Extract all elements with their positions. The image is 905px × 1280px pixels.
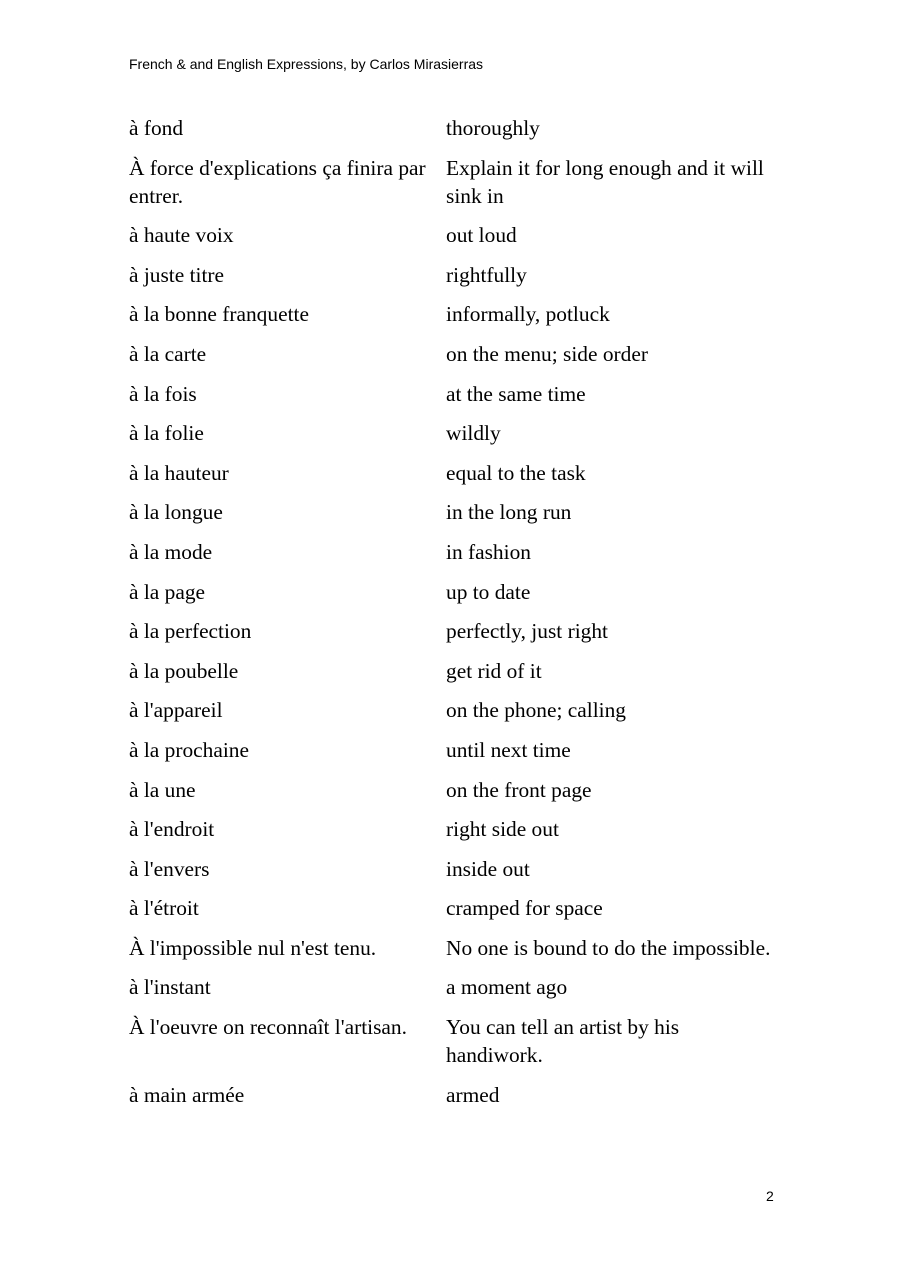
english-translation: up to date xyxy=(446,579,531,604)
expression-row xyxy=(129,578,789,606)
expression-row xyxy=(129,894,789,922)
english-translation: on the front page xyxy=(446,777,592,802)
english-translation: on the menu; side order xyxy=(446,341,648,366)
expression-list xyxy=(129,114,789,1120)
english-translation: armed xyxy=(446,1082,500,1107)
english-translation: Explain it for long enough and it will sink in xyxy=(446,155,764,208)
english-translation: in fashion xyxy=(446,539,531,564)
expression-row xyxy=(129,154,789,210)
french-expression: à la bonne franquette xyxy=(129,302,309,327)
expression-row xyxy=(129,340,789,368)
english-translation: right side out xyxy=(446,817,559,842)
expression-row xyxy=(129,498,789,526)
french-expression: à la fois xyxy=(129,381,197,406)
french-expression: à la page xyxy=(129,579,206,604)
english-translation: inside out xyxy=(446,856,530,881)
english-translation: a moment ago xyxy=(446,975,568,1000)
expression-row xyxy=(129,934,789,962)
french-expression: à la poubelle xyxy=(129,658,239,683)
expression-row xyxy=(129,1013,789,1069)
english-translation: You can tell an artist by his handiwork. xyxy=(446,1015,680,1068)
french-expression: à l'envers xyxy=(129,856,210,881)
expression-row xyxy=(129,459,789,487)
english-translation: equal to the task xyxy=(446,460,586,485)
expression-row xyxy=(129,696,789,724)
french-expression: À l'oeuvre on reconnaît l'artisan. xyxy=(129,1015,407,1040)
french-expression: à la folie xyxy=(129,421,204,446)
expression-row xyxy=(129,114,789,142)
expression-row xyxy=(129,736,789,764)
french-expression: à fond xyxy=(129,116,184,140)
expression-row xyxy=(129,815,789,843)
french-expression: à l'endroit xyxy=(129,817,215,842)
french-expression: à la longue xyxy=(129,500,223,525)
french-expression: à la perfection xyxy=(129,619,252,644)
expression-row xyxy=(129,855,789,883)
french-expression: à la mode xyxy=(129,539,213,564)
french-expression: à juste titre xyxy=(129,262,225,287)
expression-row xyxy=(129,538,789,566)
french-expression: à la hauteur xyxy=(129,460,229,485)
french-expression: à l'instant xyxy=(129,975,211,1000)
french-expression: à la prochaine xyxy=(129,737,249,762)
expression-row xyxy=(129,380,789,408)
french-expression: À l'impossible nul n'est tenu. xyxy=(129,935,377,960)
english-translation: until next time xyxy=(446,737,571,762)
expression-row xyxy=(129,776,789,804)
expression-row xyxy=(129,221,789,249)
expression-row xyxy=(129,617,789,645)
english-translation: informally, potluck xyxy=(446,302,610,327)
french-expression: à main armée xyxy=(129,1082,245,1107)
expression-row xyxy=(129,419,789,447)
expression-row xyxy=(129,261,789,289)
french-expression: à la carte xyxy=(129,341,207,366)
english-translation: on the phone; calling xyxy=(446,698,626,723)
english-translation: thoroughly xyxy=(446,116,540,140)
english-translation: perfectly, just right xyxy=(446,619,608,644)
expression-row xyxy=(129,300,789,328)
english-translation: at the same time xyxy=(446,381,586,406)
expression-row xyxy=(129,973,789,1001)
french-expression: à l'appareil xyxy=(129,698,223,723)
french-expression: À force d'explications ça finira par entrer. xyxy=(129,155,426,208)
expression-row xyxy=(129,1081,789,1109)
page-header: French & and English Expressions, by Carlos Mirasierras xyxy=(129,56,484,72)
english-translation: in the long run xyxy=(446,500,572,525)
english-translation: out loud xyxy=(446,223,517,248)
english-translation: wildly xyxy=(446,421,501,446)
english-translation: get rid of it xyxy=(446,658,542,683)
french-expression: à l'étroit xyxy=(129,896,199,921)
expression-row xyxy=(129,657,789,685)
french-expression: à haute voix xyxy=(129,223,234,248)
page-number: 2 xyxy=(766,1188,774,1204)
french-expression: à la une xyxy=(129,777,196,802)
english-translation: No one is bound to do the impossible. xyxy=(446,935,771,960)
english-translation: cramped for space xyxy=(446,896,603,921)
english-translation: rightfully xyxy=(446,262,527,287)
